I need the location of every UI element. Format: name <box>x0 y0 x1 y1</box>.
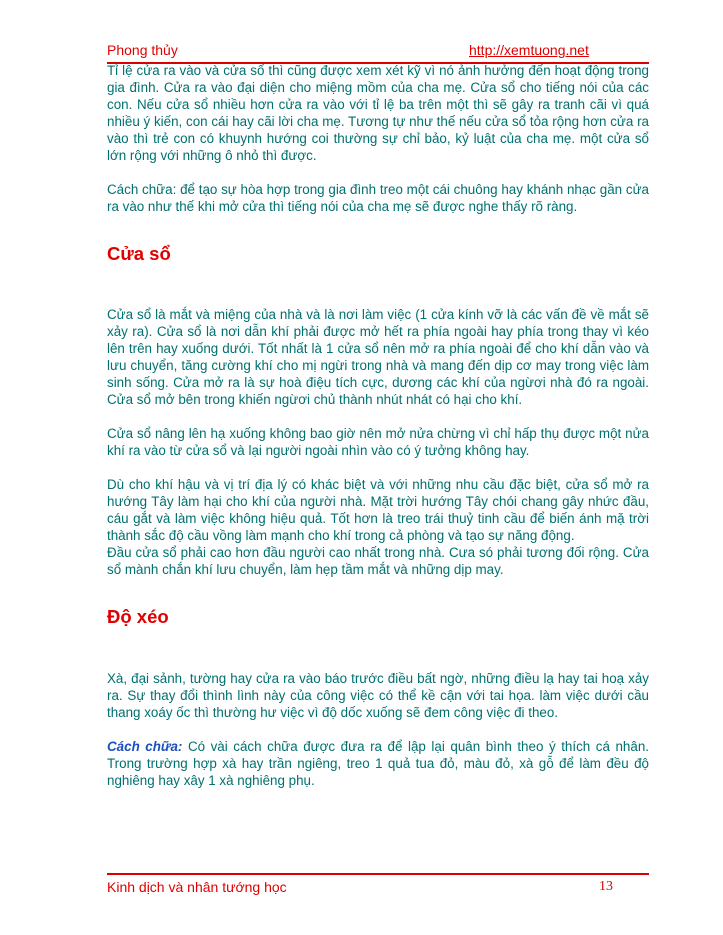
paragraph <box>107 738 649 789</box>
paragraph: Cửa sổ nâng lên hạ xuống không bao giờ nên mở nửa chừng vì chỉ hấp thụ được một nửa khí ra vào từ cửa sổ và lại người ngoài nhìn vào có ý tưởng không hay. <box>107 426 649 458</box>
footer-title: Kinh dịch và nhân tướng học <box>107 879 287 895</box>
header-link[interactable]: http://xemtuong.net <box>469 42 589 58</box>
paragraph: Xà, đại sảnh, tường hay cửa ra vào báo trước điều bất ngờ, những điều lạ hay tai hoạ xảy ra. Sự thay đổi thình lình này của công việc có thể kề cận với tai họa. làm việc dưới cầu thang xoáy ốc thì thường hư việc vì độ dốc xuống sẽ đem công việc đi theo. <box>107 671 649 720</box>
paragraph: Cách chữa: để tạo sự hòa hợp trong gia đình treo một cái chuông hay khánh nhạc gần cửa ra vào như thế khi mở cửa thì tiếng nói của cha mẹ sẽ được nghe thấy rõ ràng. <box>107 182 649 214</box>
section-heading: Cửa sổ <box>107 243 171 264</box>
paragraph: Dù cho khí hậu và vị trí địa lý có khác biệt và với những nhu cầu đặc biệt, cửa sổ mở ra hướng Tây làm hại cho khí của người nhà. Mặt trời hướng Tây chói chang gây nhức đầu, cáu gắt và làm việc không hiệu quả. Tốt hơn là treo trái thuỷ tinh cầu để biến ánh mặ trời thành sắc độ cầu vồng làm mạnh cho khí trong cả phòng và tạo sự năng động. <box>107 477 649 543</box>
paragraph: Cửa sổ là mắt và miệng của nhà và là nơi làm việc (1 cửa kính vỡ là các vấn đề về mắt sẽ xảy ra). Cửa sổ là nơi dẫn khí phải được mở hết ra phía ngoài hay phía trong thay vì kéo lên trên hay xuống dưới. Tốt nhất là 1 cửa sổ nên mở ra phía ngoài để cho khí dẫn vào và lưu chuyển, tăng cường khí cho mị ngừi trong nhà và mang đến dịp cơ may trong việc làm sinh sống. Cửa mở ra là sự hoà điệu tích cực, dương các khí của ngừơi nhà đó ra ngoài. Cửa sổ mở bên trong khiến ngừơi chủ thành nhút nhát có hại cho khí. <box>107 307 649 407</box>
remedy-text: Có vài cách chữa được đưa ra để lập lại quân bình theo ý thích cá nhân. Trong trường hợp xà hay trần ngiêng, treo 1 quả tua đỏ, màu đỏ, xà gỗ để làm đều độ nghiêng hay xây 1 xà nghiêng phụ. <box>107 739 649 788</box>
paragraph: Đầu cửa sổ phải cao hơn đầu người cao nhất trong nhà. Cưa só phải tương đối rộng. Cửa sổ mành chắn khí lưu chuyển, làm hẹp tầm mắt và những dịp may. <box>107 545 649 577</box>
paragraph: Tỉ lệ cửa ra vào và cửa sổ thì cũng được xem xét kỹ vì nó ảnh hưởng đến hoạt động trong gia đình. Cửa ra vào đại diện cho miệng mồm của cha mẹ. Cửa sổ cho tiếng nói của các con. Nếu cửa sổ nhiều hơn cửa ra vào với tỉ lệ ba trên một thì sẽ gây ra tranh cãi vì quá nhiều ý kiến, con cái hay cãi lời cha mẹ. Tương tự như thế nếu cửa sổ tỏa rộng hơn cửa ra vào thì trẻ con có khuynh hướng coi thường sự chỉ bảo, kỷ luật của cha mẹ. một cửa sổ lớn rộng với những ô nhỏ thì được. <box>107 63 649 163</box>
remedy-label: Cách chữa: <box>107 739 183 754</box>
page-content <box>107 62 649 789</box>
section-heading: Độ xéo <box>107 606 169 627</box>
page-footer <box>107 873 649 895</box>
page-number: 13 <box>599 879 613 894</box>
page-header <box>107 42 649 64</box>
header-title: Phong thủy <box>107 42 178 58</box>
